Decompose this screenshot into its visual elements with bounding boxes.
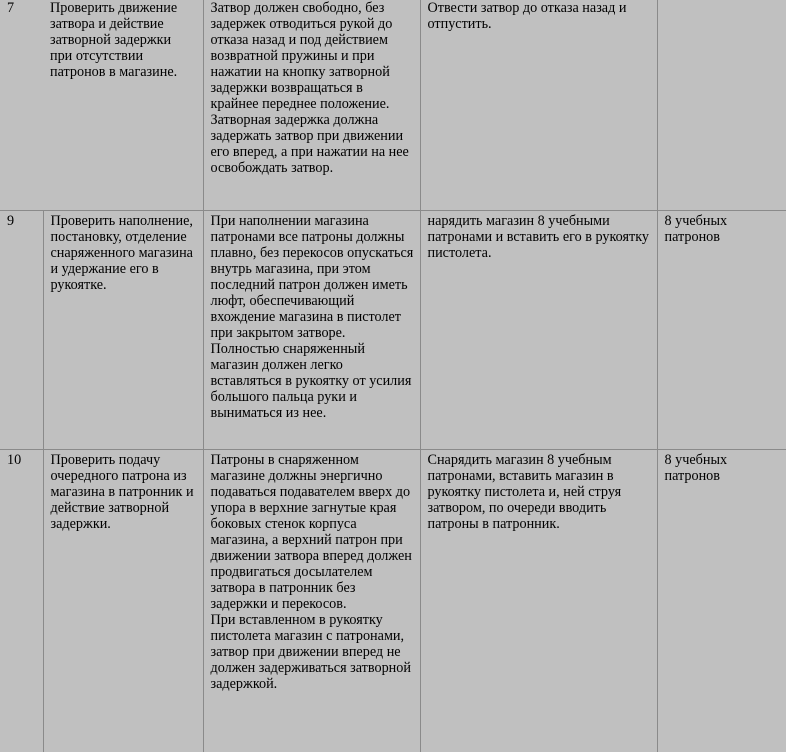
table-row [0, 0, 786, 211]
check-description: Проверить подачу очередного патрона из магазина в патронник и действие затворной задержки. [43, 450, 203, 752]
row-number: 10 [0, 450, 43, 752]
table-row [0, 450, 786, 752]
required-items: 8 учебных патронов [657, 211, 786, 450]
check-procedure: нарядить магазин 8 учебными патронами и вставить его в рукоятку пистолета. [420, 211, 657, 450]
technical-requirement: При наполнении магазина патронами все патроны должны плавно, без перекосов опускаться внутрь магазина, при этом последний патрон должен иметь люфт, обеспечивающий вхождение магазина в пистолет при закрытом затворе. Полностью снаряженный магазин должен легко вставляться в рукоятку от усилия большого пальца руки и выниматься из нее. [203, 211, 420, 450]
technical-requirement: Затвор должен свободно, без задержек отводиться рукой до отказа назад и под действием возвратной пружины и при нажатии на кнопку затворной задержки возвращаться в крайнее переднее положение. Затворная задержка должна задержать затвор при движении его вперед, а при нажатии на нее освобождать затвор. [203, 0, 420, 211]
check-description: Проверить движение затвора и действие затворной задержки при отсутствии патронов в магазине. [43, 0, 203, 211]
check-description: Проверить наполнение, постановку, отделение снаряженного магазина и удержание его в рукоятке. [43, 211, 203, 450]
table-row [0, 211, 786, 450]
check-procedure: Снарядить магазин 8 учебным патронами, вставить магазин в рукоятку пистолета и, ней струя затвором, по очереди вводить патроны в патронник. [420, 450, 657, 752]
check-procedure: Отвести затвор до отказа назад и отпустить. [420, 0, 657, 211]
row-number: 9 [0, 211, 43, 450]
required-items: 8 учебных патронов [657, 450, 786, 752]
required-items [657, 0, 786, 211]
technical-requirement: Патроны в снаряженном магазине должны энергично подаваться подавателем вверх до упора в верхние загнутые края боковых стенок корпуса магазина, а верхний патрон при движении затвора вперед должен продвигаться досылателем затвора в патронник без задержки и перекосов. При вставленном в рукоятку пистолета магазин с патронами, затвор при движении вперед не должен задерживаться затворной задержкой. [203, 450, 420, 752]
row-number: 7 [0, 0, 43, 211]
